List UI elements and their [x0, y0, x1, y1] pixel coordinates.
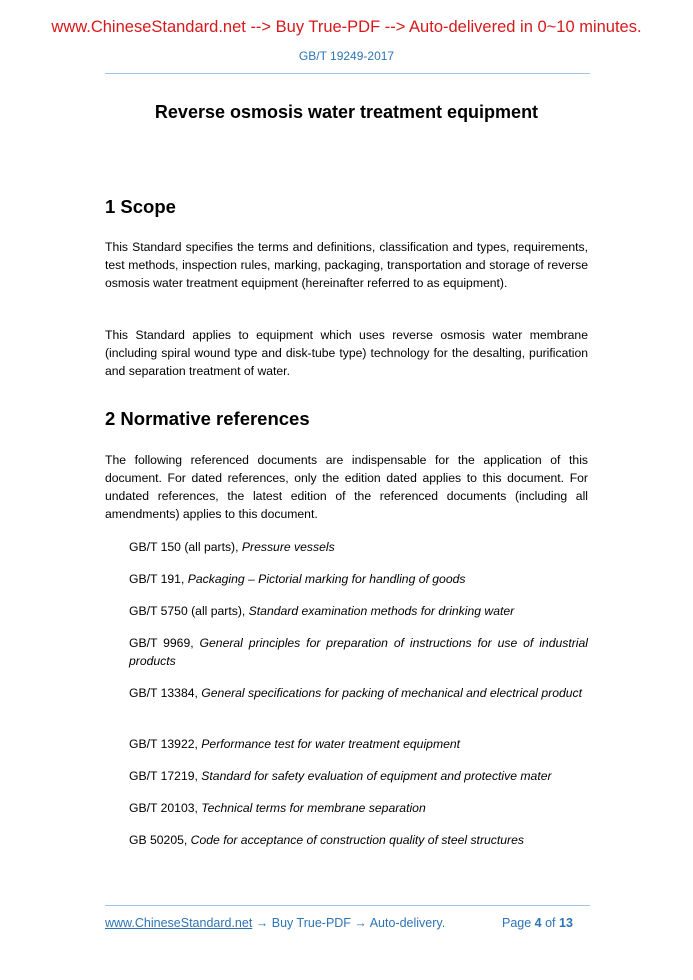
- reference-item: GB/T 9969, General principles for preparation of instructions for use of industrial products: [129, 636, 588, 668]
- section-heading-scope: 1 Scope: [105, 196, 176, 217]
- footer-promo: www.ChineseStandard.net → Buy True-PDF → Auto-delivery.: [105, 916, 446, 930]
- footer-link[interactable]: www.ChineseStandard.net: [105, 916, 253, 930]
- document-title: Reverse osmosis water treatment equipment: [154, 102, 539, 122]
- promo-banner: www.ChineseStandard.net --> Buy True-PDF --> Auto-delivered in 0~10 minutes.: [51, 18, 642, 36]
- reference-item: GB/T 150 (all parts), Pressure vessels: [129, 540, 335, 554]
- scope-paragraph-2: This Standard applies to equipment which uses reverse osmosis water membrane (including spiral wound type and disk-tube type) technology for the desalting, purification and separation treatment of water.: [105, 328, 588, 378]
- scope-paragraph-1: This Standard specifies the terms and definitions, classification and types, requirements, test methods, inspection rules, marking, packaging, transportation and storage of reverse osmosis water treatment equipment (hereinafter referred to as equipment).: [105, 240, 588, 290]
- reference-item: GB/T 20103, Technical terms for membrane separation: [129, 801, 426, 815]
- header-divider: [105, 73, 590, 74]
- total-pages: 13: [559, 916, 573, 930]
- reference-item: GB/T 5750 (all parts), Standard examination methods for drinking water: [129, 604, 515, 618]
- standard-number: GB/T 19249-2017: [298, 49, 395, 63]
- page-indicator: Page 4 of 13: [502, 916, 573, 930]
- section-heading-normative-references: 2 Normative references: [105, 408, 310, 429]
- current-page: 4: [534, 916, 542, 930]
- footer-divider: [105, 905, 590, 906]
- normative-paragraph: The following referenced documents are indispensable for the application of this document. For dated references, only the edition dated applies to this document. For undated references, the latest edition of the referenced documents (including all amendments) applies to this document.: [105, 453, 588, 521]
- reference-item: GB 50205, Code for acceptance of construction quality of steel structures: [129, 833, 524, 847]
- reference-item: GB/T 13922, Performance test for water treatment equipment: [129, 737, 461, 751]
- reference-item: GB/T 13384, General specifications for packing of mechanical and electrical product: [129, 686, 583, 700]
- reference-item: GB/T 191, Packaging – Pictorial marking for handling of goods: [129, 572, 466, 586]
- reference-item: GB/T 17219, Standard for safety evaluation of equipment and protective mater: [129, 769, 552, 783]
